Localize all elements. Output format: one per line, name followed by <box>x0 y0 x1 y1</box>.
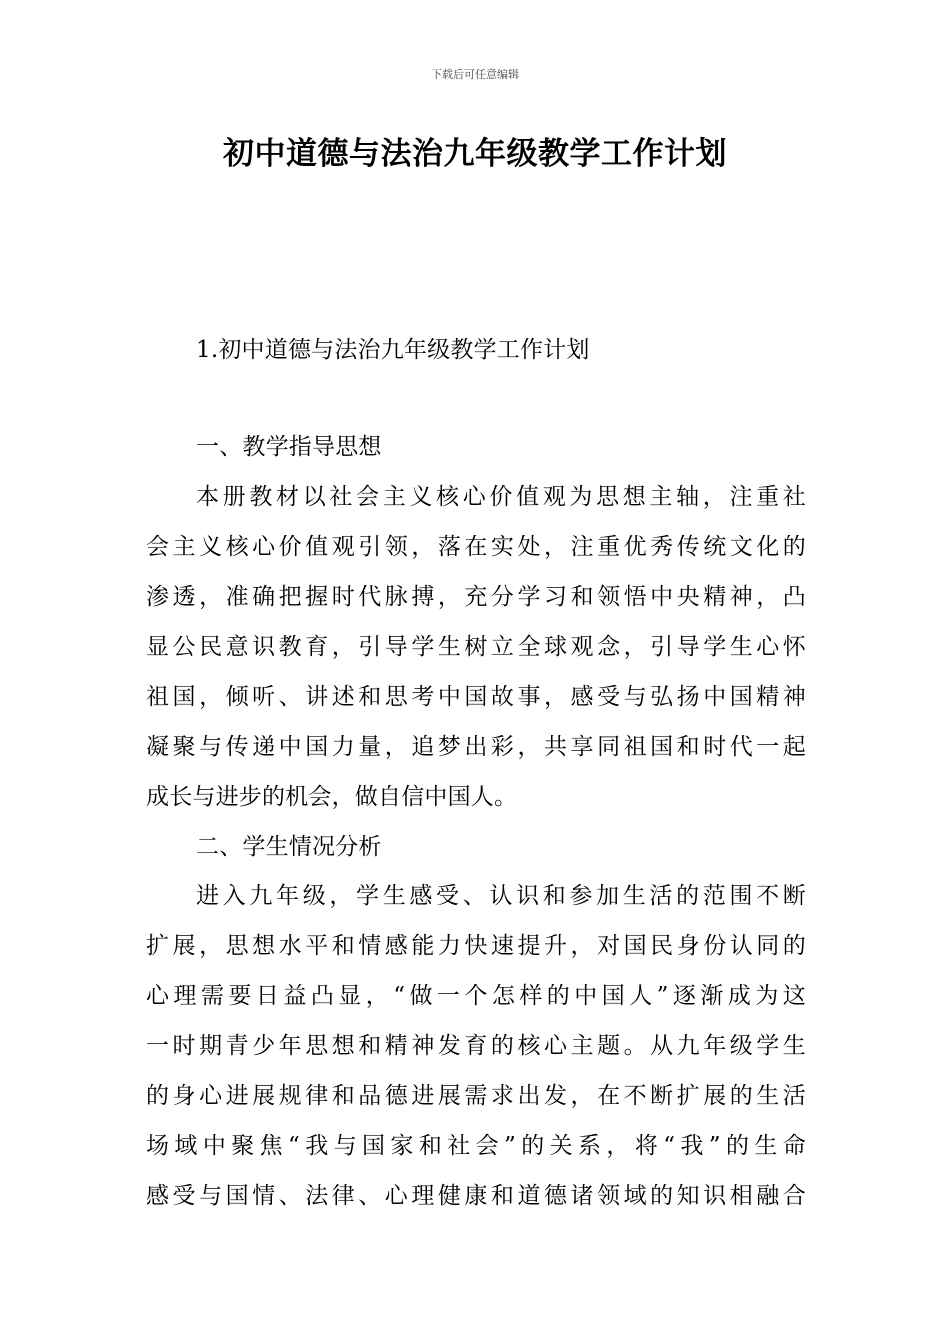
section2-paragraph-line: 扩展，思想水平和情感能力快速提升，对国民身份认同的 <box>146 933 806 959</box>
section1-paragraph-line: 本册教材以社会主义核心价值观为思想主轴，注重社 <box>196 484 806 510</box>
section2-paragraph-line: 心理需要日益凸显，“做一个怎样的中国人”逐渐成为这 <box>146 983 806 1009</box>
section2-heading: 二、学生情况分析 <box>196 834 382 860</box>
section1-paragraph-line: 成长与进步的机会，做自信中国人。 <box>146 784 518 810</box>
section2-paragraph-line: 场域中聚焦“我与国家和社会”的关系，将“我”的生命 <box>146 1133 806 1159</box>
section1-paragraph-line: 凝聚与传递中国力量，追梦出彩，共享同祖国和时代一起 <box>146 734 806 760</box>
header-note: 下载后可任意编辑 <box>431 68 519 81</box>
section1-heading: 一、教学指导思想 <box>196 434 382 460</box>
section2-paragraph-line: 的身心进展规律和品德进展需求出发，在不断扩展的生活 <box>146 1083 806 1109</box>
section2-paragraph-line: 一时期青少年思想和精神发育的核心主题。从九年级学生 <box>146 1033 806 1059</box>
section1-paragraph-line: 祖国，倾听、讲述和思考中国故事，感受与弘扬中国精神 <box>146 684 806 710</box>
section1-paragraph-line: 显公民意识教育，引导学生树立全球观念，引导学生心怀 <box>146 634 806 660</box>
section2-paragraph-line: 感受与国情、法律、心理健康和道德诸领域的知识相融合 <box>146 1183 806 1209</box>
section2-paragraph-line: 进入九年级，学生感受、认识和参加生活的范围不断 <box>196 883 806 909</box>
document-title: 初中道德与法治九年级教学工作计划 <box>223 136 727 172</box>
section1-paragraph-line: 会主义核心价值观引领，落在实处，注重优秀传统文化的 <box>146 534 806 560</box>
section-subtitle: 1.初中道德与法治九年级教学工作计划 <box>196 337 590 363</box>
section1-paragraph-line: 渗透，准确把握时代脉搏，充分学习和领悟中央精神，凸 <box>146 584 806 610</box>
